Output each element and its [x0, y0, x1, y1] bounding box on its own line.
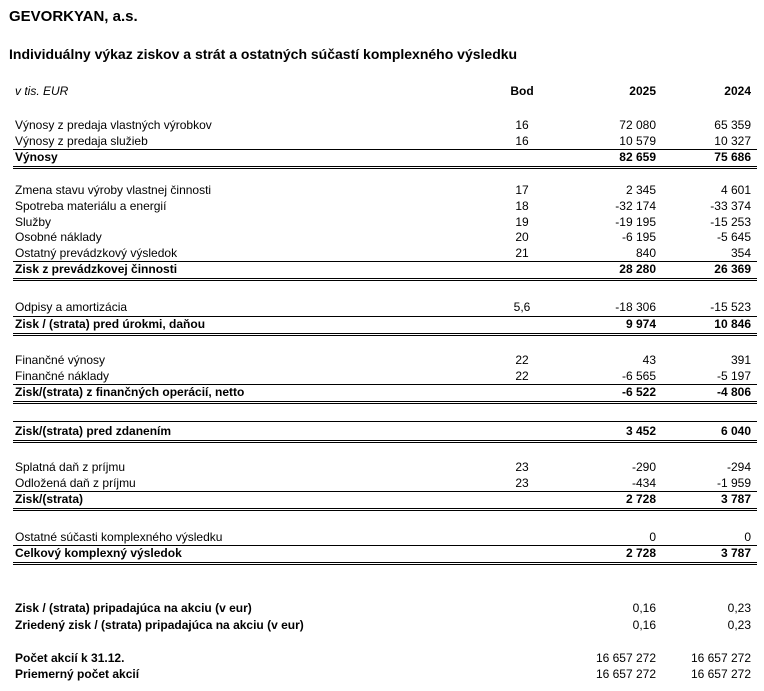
row-value-2024: -294	[726, 460, 751, 474]
report-title: Individuálny výkaz ziskov a strát a ostatných súčastí komplexného výsledku	[9, 46, 518, 62]
row-label: Finančné náklady	[15, 369, 110, 383]
row-value-2024: -15 523	[710, 300, 751, 314]
row-bod: 19	[515, 215, 529, 229]
row-value-2025: 0	[649, 530, 656, 544]
row-label: Počet akcií k 31.12.	[15, 651, 125, 665]
row-label: Zisk z prevádzkovej činnosti	[15, 262, 178, 276]
row-label: Finančné výnosy	[15, 353, 106, 367]
table-row	[13, 530, 757, 546]
table-row	[13, 134, 757, 150]
company-name: GEVORKYAN, a.s.	[9, 8, 138, 25]
subtotal-row	[13, 492, 757, 508]
row-label: Zisk / (strata) pripadajúca na akciu (v eur)	[15, 601, 252, 615]
row-label: Celkový komplexný výsledok	[15, 546, 182, 560]
subtotal-row	[13, 546, 757, 562]
row-label: Ostatné súčasti komplexného výsledku	[15, 530, 223, 544]
row-label: Priemerný počet akcií	[15, 667, 140, 681]
row-label: Výnosy z predaja vlastných výrobkov	[15, 118, 212, 132]
table-row	[13, 118, 757, 134]
subtotal-row	[13, 150, 757, 166]
eps-row	[13, 601, 757, 617]
subtotal-row	[13, 317, 757, 333]
col-header-bod: Bod	[510, 84, 534, 98]
row-value-2024: 75 686	[714, 150, 751, 164]
row-bod: 23	[515, 476, 529, 490]
row-value-2024: 6 040	[720, 424, 751, 438]
row-value-2025: 43	[642, 353, 656, 367]
row-value-2025: -434	[631, 476, 656, 490]
row-label: Zisk/(strata) z finančných operácií, netto	[15, 385, 245, 399]
total-double-rule	[13, 166, 757, 169]
row-value-2025: -6 522	[621, 385, 656, 399]
row-label: Zisk / (strata) pred úrokmi, daňou	[15, 317, 206, 331]
row-bod: 23	[515, 460, 529, 474]
row-label: Zmena stavu výroby vlastnej činnosti	[15, 183, 212, 197]
table-row	[13, 300, 757, 316]
row-label: Odložená daň z príjmu	[15, 476, 136, 490]
row-label: Splatná daň z príjmu	[15, 460, 126, 474]
row-value-2024: -33 374	[710, 199, 751, 213]
total-double-rule	[13, 508, 757, 511]
col-header-2024: 2024	[724, 84, 751, 98]
row-value-2025: -290	[631, 460, 656, 474]
row-value-2024: 16 657 272	[690, 667, 751, 681]
row-value-2024: 0	[744, 530, 751, 544]
subtotal-rule	[13, 421, 757, 422]
row-value-2025: 2 728	[625, 492, 656, 506]
row-value-2024: 0,23	[727, 618, 751, 632]
total-double-rule	[13, 333, 757, 336]
row-value-2024: 16 657 272	[690, 651, 751, 665]
row-value-2025: 28 280	[619, 262, 656, 276]
row-value-2025: 0,16	[632, 601, 656, 615]
row-value-2024: -5 197	[716, 369, 751, 383]
subtotal-row	[13, 385, 757, 401]
diluted-eps-row	[13, 618, 757, 634]
row-value-2025: 10 579	[619, 134, 656, 148]
row-value-2025: 16 657 272	[595, 651, 656, 665]
row-bod: 22	[515, 353, 529, 367]
row-label: Zisk/(strata)	[15, 492, 84, 506]
row-value-2025: 9 974	[625, 317, 656, 331]
row-value-2025: -19 195	[615, 215, 656, 229]
row-value-2025: 82 659	[619, 150, 656, 164]
row-bod: 16	[515, 134, 529, 148]
row-value-2024: 3 787	[720, 492, 751, 506]
row-label: Odpisy a amortizácia	[15, 300, 128, 314]
row-value-2025: -6 565	[621, 369, 656, 383]
row-value-2024: -4 806	[716, 385, 751, 399]
table-row	[13, 460, 757, 476]
row-bod: 17	[515, 183, 529, 197]
row-bod: 22	[515, 369, 529, 383]
row-bod: 5,6	[513, 300, 531, 314]
row-label: Spotreba materiálu a energií	[15, 199, 167, 213]
row-label: Výnosy z predaja služieb	[15, 134, 148, 148]
row-bod: 20	[515, 230, 529, 244]
row-value-2024: 354	[730, 246, 751, 260]
row-value-2024: 65 359	[714, 118, 751, 132]
row-label: Výnosy	[15, 150, 58, 164]
col-header-2025: 2025	[629, 84, 656, 98]
row-bod: 18	[515, 199, 529, 213]
row-value-2025: -32 174	[615, 199, 656, 213]
row-bod: 21	[515, 246, 529, 260]
row-label: Služby	[15, 215, 52, 229]
total-double-rule	[13, 278, 757, 281]
row-value-2024: 4 601	[720, 183, 751, 197]
subtotal-row	[13, 424, 757, 440]
row-label: Ostatný prevádzkový výsledok	[15, 246, 178, 260]
row-value-2025: 72 080	[619, 118, 656, 132]
table-row	[13, 215, 757, 231]
row-value-2024: 0,23	[727, 601, 751, 615]
row-label: Osobné náklady	[15, 230, 102, 244]
row-value-2025: -18 306	[615, 300, 656, 314]
row-value-2025: 0,16	[632, 618, 656, 632]
table-row	[13, 246, 757, 262]
row-value-2025: 3 452	[625, 424, 656, 438]
row-value-2024: 391	[730, 353, 751, 367]
total-double-rule	[13, 401, 757, 404]
row-bod: 16	[515, 118, 529, 132]
row-value-2024: 10 327	[714, 134, 751, 148]
row-value-2025: 16 657 272	[595, 667, 656, 681]
table-row	[13, 353, 757, 369]
row-value-2024: -15 253	[710, 215, 751, 229]
row-value-2025: 2 345	[625, 183, 656, 197]
unit-label: v tis. EUR	[15, 84, 69, 98]
table-row	[13, 230, 757, 246]
row-value-2024: 10 846	[714, 317, 751, 331]
row-value-2024: 26 369	[714, 262, 751, 276]
row-value-2025: 840	[635, 246, 656, 260]
table-row	[13, 476, 757, 492]
table-header-row	[13, 84, 757, 100]
total-double-rule	[13, 440, 757, 443]
table-row	[13, 183, 757, 199]
shares-count-row	[13, 651, 757, 667]
subtotal-row	[13, 262, 757, 278]
avg-shares-row	[13, 667, 757, 683]
row-label: Zisk/(strata) pred zdanením	[15, 424, 172, 438]
row-value-2024: -1 959	[716, 476, 751, 490]
row-value-2025: 2 728	[625, 546, 656, 560]
total-double-rule	[13, 562, 757, 565]
row-label: Zriedený zisk / (strata) pripadajúca na akciu (v eur)	[15, 618, 304, 632]
row-value-2025: -6 195	[621, 230, 656, 244]
table-row	[13, 199, 757, 215]
row-value-2024: 3 787	[720, 546, 751, 560]
row-value-2024: -5 645	[716, 230, 751, 244]
table-row	[13, 369, 757, 385]
